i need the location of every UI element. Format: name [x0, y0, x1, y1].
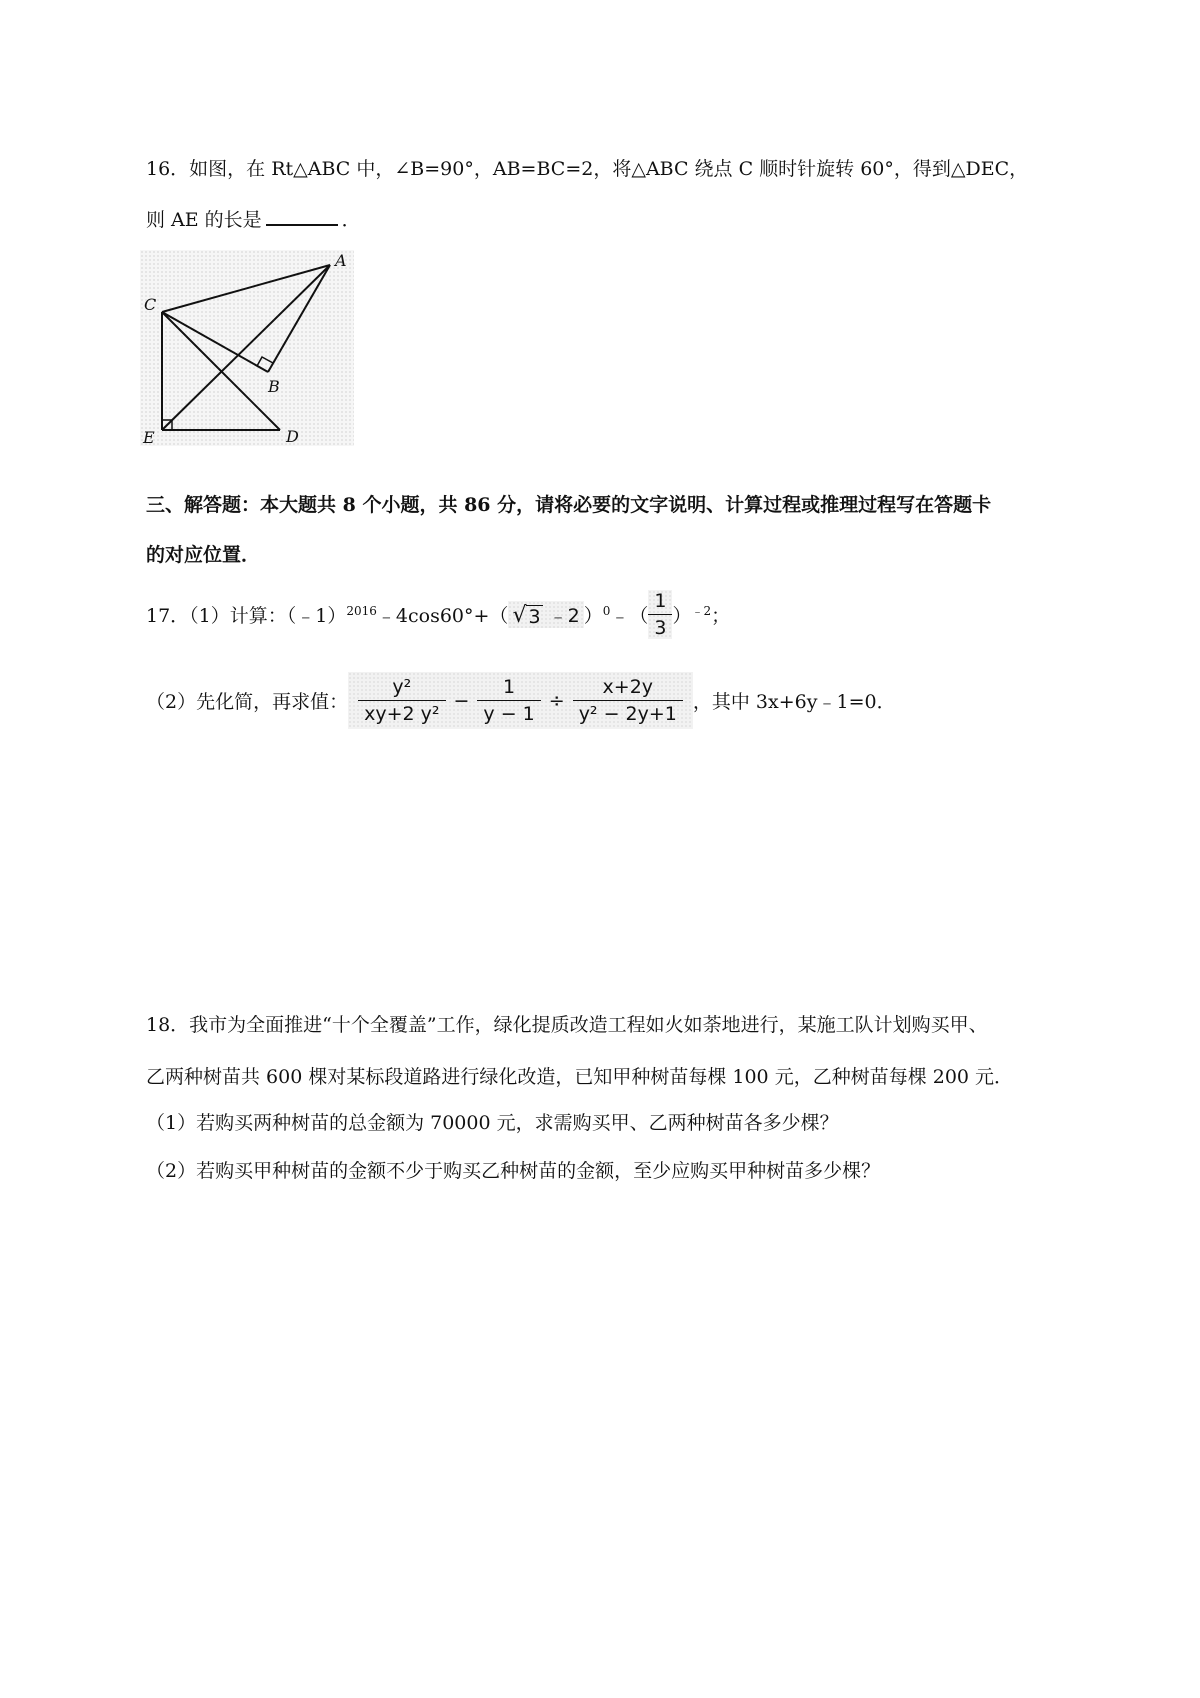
- sqrt-icon: √: [512, 603, 527, 628]
- fraction-2: [477, 676, 540, 725]
- q16-line2: [146, 205, 361, 232]
- sqrt-expression-image: [508, 601, 583, 628]
- q17-part1: [146, 590, 730, 639]
- label-C: C: [144, 295, 157, 314]
- fraction-3: [573, 676, 683, 725]
- one-third-fraction: [648, 590, 672, 639]
- q16-line1: 16．如图，在 Rt△ABC 中，∠B=90°，AB=BC=2，将△ABC 绕点 C 顺时针旋转 60°，得到△DEC，: [146, 158, 1029, 180]
- triangle-figure: [140, 250, 354, 446]
- answer-blank: [266, 223, 338, 226]
- q17-p1-end: ；: [711, 605, 731, 627]
- fraction-1-denominator: xy+2 y²: [358, 700, 445, 725]
- q17-p1-exp3: ﹣2: [691, 604, 712, 618]
- fraction-3-numerator: x+2y: [602, 676, 654, 698]
- segment-AE: [162, 265, 330, 430]
- q18-part1: （1）若购买两种树苗的总金额为 70000 元，求需购买甲、乙两种树苗各多少棵？: [146, 1112, 839, 1134]
- q17-p2-suffix: ，其中 3x+6y﹣1=0．: [692, 691, 896, 713]
- q17-p1-exp2: 0: [602, 603, 611, 618]
- sqrt-tail: ﹣2: [548, 605, 580, 627]
- q17-p1-mid3: ﹣（: [610, 605, 649, 627]
- q17-p1-mid4: ）: [672, 605, 692, 627]
- q16-line2-suffix: ．: [341, 209, 361, 231]
- q17-p2-prefix: （2）先化简，再求值：: [146, 691, 349, 713]
- q18-part2: （2）若购买甲种树苗的金额不少于购买乙种树苗的金额，至少应购买甲种树苗多少棵？: [146, 1160, 881, 1182]
- fraction-2-denominator: y − 1: [477, 700, 540, 725]
- label-D: D: [286, 427, 299, 446]
- q16-line2-prefix: 则 AE 的长是: [146, 209, 262, 231]
- label-B: B: [268, 377, 280, 396]
- fraction-expression-image: [348, 672, 693, 729]
- q17-p1-mid2: ）: [583, 605, 603, 627]
- fraction-1-numerator: y²: [392, 676, 412, 698]
- label-E: E: [143, 428, 155, 446]
- q17-part2: [146, 672, 896, 729]
- division-sign: ÷: [548, 689, 565, 712]
- q17-p1-mid1: ﹣4cos60°+（: [376, 605, 509, 627]
- sqrt-radicand: 3: [528, 606, 541, 628]
- right-angle-mark-B: [257, 357, 273, 366]
- minus-sign: −: [453, 689, 470, 712]
- q18-line1: 18．我市为全面推进“十个全覆盖”工作，绿化提质改造工程如火如荼地进行，某施工队计划购买甲、: [146, 1014, 988, 1036]
- fraction-1: [358, 676, 445, 725]
- q18-line2: 乙两种树苗共 600 棵对某标段道路进行绿化改造，已知甲种树苗每棵 100 元，乙种树苗每棵 200 元．: [146, 1066, 1014, 1088]
- label-A: A: [335, 251, 347, 270]
- fraction-denominator: 3: [648, 614, 672, 639]
- q17-p1-exp1: 2016: [346, 603, 377, 618]
- fraction-2-numerator: 1: [503, 676, 516, 698]
- fraction-numerator: 1: [654, 590, 667, 612]
- q17-p1-prefix: 17．（1）计算：（﹣1）: [146, 605, 347, 627]
- section3-heading-line1: 三、解答题：本大题共 8 个小题，共 86 分，请将必要的文字说明、计算过程或推理过程写在答题卡: [146, 494, 992, 516]
- section3-heading-line2: 的对应位置．: [146, 544, 261, 566]
- triangle-diagram: [140, 250, 354, 446]
- fraction-3-denominator: y² − 2y+1: [573, 700, 683, 725]
- segment-AB: [268, 265, 330, 372]
